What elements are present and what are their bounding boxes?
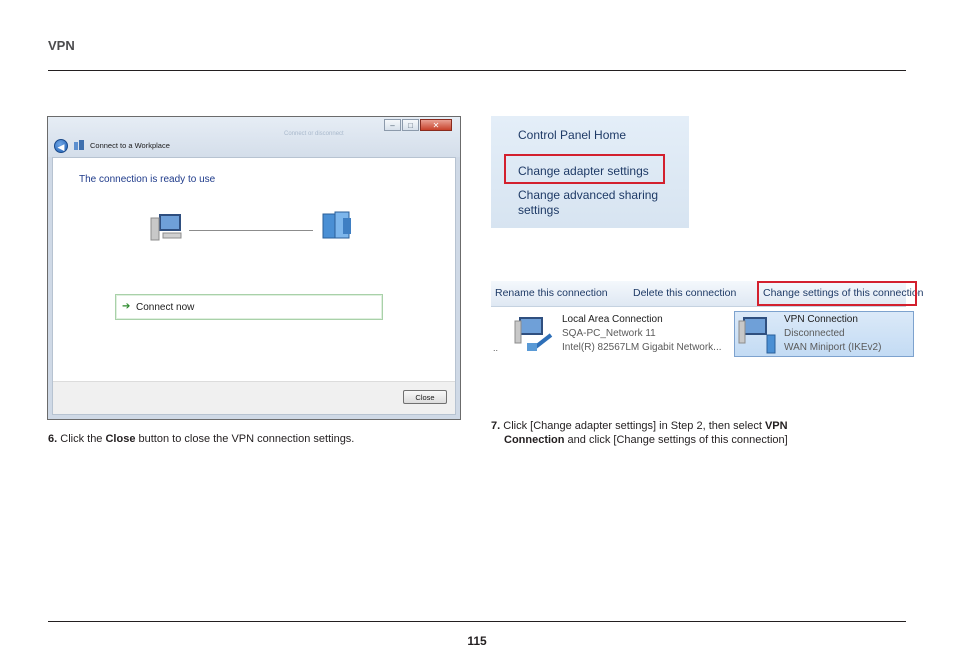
dialog-footer [53, 381, 455, 414]
caption-text: button to close the VPN connection settings. [135, 433, 355, 445]
connection-adapter: Intel(R) 82567LM Gigabit Network... [562, 342, 722, 353]
close-button[interactable]: Close [403, 390, 447, 404]
caption-step-6 [48, 432, 354, 446]
connect-now-button[interactable] [115, 294, 383, 320]
connections-list [491, 307, 906, 391]
vpn-connection-icon [737, 313, 777, 355]
connection-network: SQA-PC_Network 11 [562, 328, 656, 339]
window-controls [383, 119, 452, 131]
connection-name: Local Area Connection [562, 314, 663, 325]
caption-bold: Close [105, 433, 136, 445]
command-bar [491, 281, 924, 307]
connection-name: VPN Connection [784, 314, 858, 325]
highlight-box [757, 281, 917, 306]
minimize-button[interactable]: – [384, 119, 401, 131]
dialog-content [52, 157, 456, 415]
step-number: 7. [491, 420, 501, 432]
step-number: 6. [48, 433, 58, 445]
computer-icon [149, 212, 185, 244]
caption-text: Click [Change adapter settings] in Step 2, then select [500, 420, 765, 432]
ellipsis-text: .. [493, 343, 499, 353]
back-arrow-icon[interactable]: ◀ [54, 139, 68, 153]
server-icon [319, 210, 355, 242]
caption-indent [491, 434, 788, 446]
close-window-button[interactable]: ✕ [420, 119, 452, 131]
caption-bold: VPN [764, 420, 788, 432]
header-rule [48, 70, 906, 71]
caption-step-7 [491, 419, 891, 447]
caption-text: and click [Change settings of this connection] [564, 434, 788, 446]
change-advanced-sharing-link[interactable]: Change advanced sharing settings [518, 188, 659, 217]
footer-rule [48, 621, 906, 622]
connect-now-label: Connect now [136, 302, 195, 313]
local-area-connection-icon [515, 313, 555, 353]
vpn-connection-text [784, 313, 881, 355]
address-bar-text: Connect or disconnect [284, 131, 344, 137]
window-frame [48, 117, 460, 157]
network-icon [74, 140, 84, 151]
caption-bold: Connection [504, 434, 565, 446]
connect-workplace-window [47, 116, 461, 420]
caption-text: Click the [57, 433, 106, 445]
network-connections-window [491, 281, 924, 391]
page-number: 115 [467, 634, 487, 648]
delete-connection-command[interactable]: Delete this connection [633, 287, 737, 299]
change-adapter-settings-link[interactable]: Change adapter settings [518, 164, 649, 178]
window-title: Connect to a Workplace [90, 141, 170, 150]
dialog-heading: The connection is ready to use [79, 174, 216, 185]
connection-device: WAN Miniport (IKEv2) [784, 342, 882, 353]
green-arrow-icon: ➔ [122, 301, 131, 312]
local-area-connection-item[interactable] [562, 313, 722, 355]
maximize-button[interactable]: □ [402, 119, 419, 131]
control-panel-sidebar [491, 116, 689, 228]
section-title: VPN [48, 38, 75, 53]
connection-status: Disconnected [784, 328, 845, 339]
rename-connection-command[interactable]: Rename this connection [495, 287, 608, 299]
change-settings-command[interactable]: Change settings of this connection [763, 287, 924, 299]
connection-line [189, 230, 313, 231]
control-panel-home-link[interactable]: Control Panel Home [518, 128, 627, 142]
